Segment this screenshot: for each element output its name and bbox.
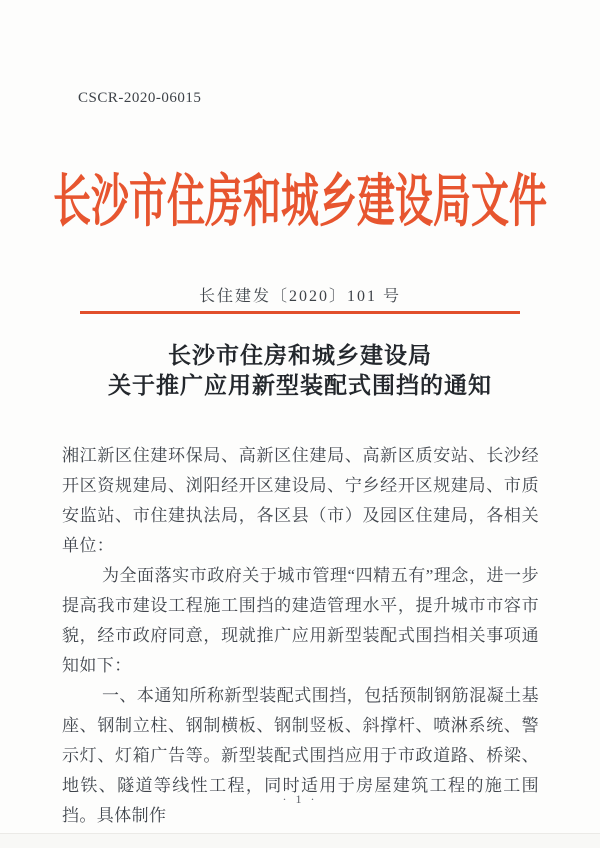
scan-bottom-edge	[0, 833, 600, 848]
red-divider-line	[80, 311, 520, 314]
document-body	[62, 441, 539, 831]
document-title	[0, 341, 600, 401]
red-header-title: 长沙市住房和城乡建设局文件	[52, 171, 547, 234]
archive-code: CSCR-2020-06015	[78, 90, 202, 106]
page-number: · 1 ·	[282, 792, 318, 806]
body-paragraph-1: 为全面落实市政府关于城市管理“四精五有”理念，进一步提高我市建设工程施工围挡的建造管理水平，提升城市市容市貌，经市政府同意，现就推广应用新型装配式围挡相关事项通知如下：	[62, 566, 539, 675]
document-title-line1: 长沙市住房和城乡建设局	[168, 343, 432, 368]
document-title-line2: 关于推广应用新型装配式围挡的通知	[108, 373, 492, 398]
recipients-paragraph: 湘江新区住建环保局、高新区住建局、高新区质安站、长沙经开区资规建局、浏阳经开区建设局、宁乡经开区规建局、市质安监站、市住建执法局，各区县（市）及园区住建局，各相关单位：	[62, 446, 539, 555]
document-reference-number: 长住建发〔2020〕101 号	[198, 288, 401, 305]
body-paragraph-2: 一、本通知所称新型装配式围挡，包括预制钢筋混凝土基座、钢制立柱、钢制横板、钢制竖板、斜撑杆、喷淋系统、警示灯、灯箱广告等。新型装配式围挡应用于市政道路、桥梁、地铁、隧道等线性工程，同时适用于房屋建筑工程的施工围挡。具体制作	[62, 686, 539, 825]
